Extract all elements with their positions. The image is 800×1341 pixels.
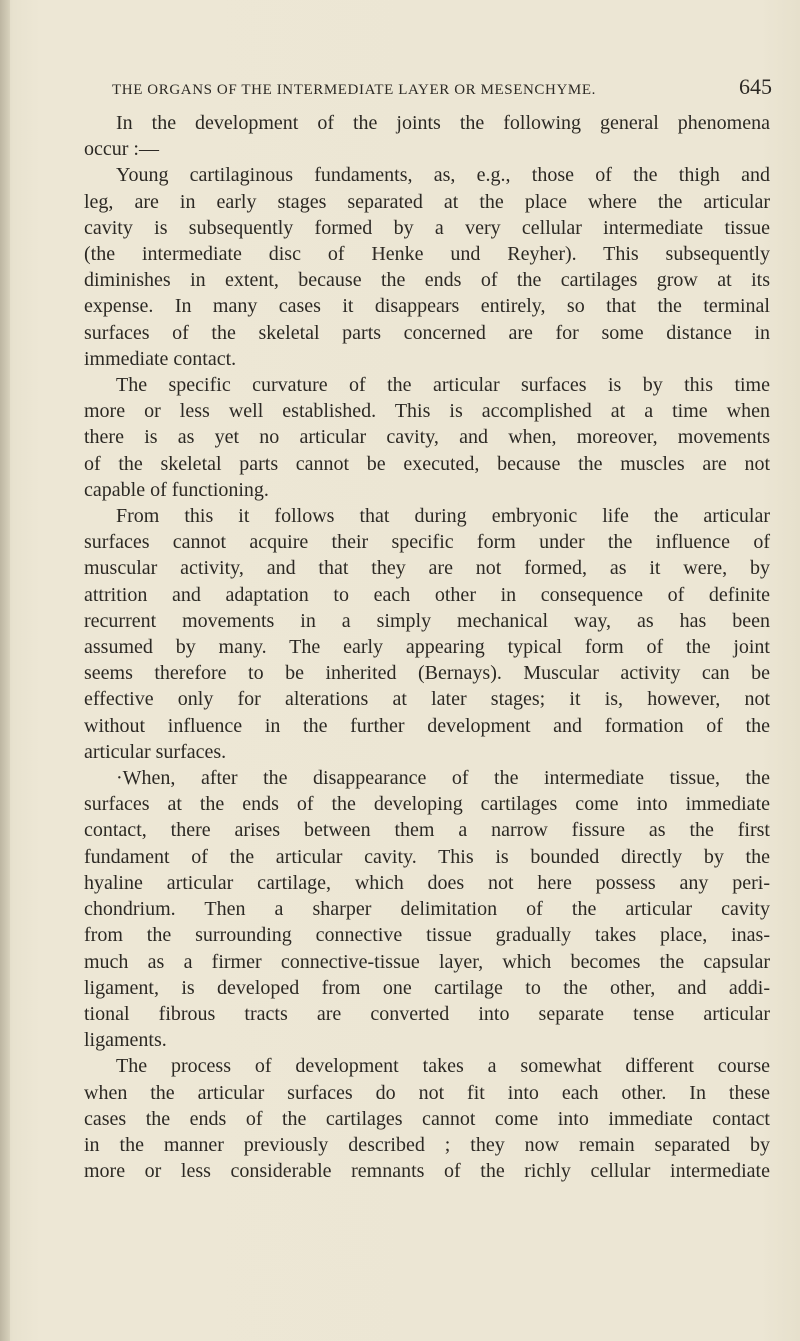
text-line: surfaces of the skeletal parts concerned are for some distance in (84, 321, 770, 344)
body-text (84, 110, 770, 1184)
text-line: ligament, is developed from one cartilage to the other, and addi- (84, 976, 770, 999)
paragraph-specific-curvature (84, 372, 770, 503)
text-line: (the intermediate disc of Henke und Reyher). This subsequently (84, 243, 770, 266)
text-line: occur :— (84, 138, 159, 161)
text-line: diminishes in extent, because the ends of the cartilages grow at its (84, 269, 770, 292)
text-line: of the skeletal parts cannot be executed, because the muscles are not (84, 452, 770, 475)
text-line: The specific curvature of the articular surfaces is by this time (116, 374, 770, 397)
text-line: cavity is subsequently formed by a very cellular intermediate tissue (84, 216, 770, 239)
page-header (112, 74, 772, 104)
text-line: there is as yet no articular cavity, and when, moreover, movements (84, 426, 770, 449)
text-line: attrition and adaptation to each other in consequence of definite (84, 583, 770, 606)
text-line: without influence in the further development and formation of the (84, 714, 770, 737)
text-line: effective only for alterations at later stages; it is, however, not (84, 688, 770, 711)
text-line: seems therefore to be inherited (Bernays). Muscular activity can be (84, 662, 770, 685)
text-line: cases the ends of the cartilages cannot come into immediate contact (84, 1107, 770, 1130)
text-line: more or less considerable remnants of the richly cellular intermediate (84, 1160, 770, 1183)
paragraph-disappearance (84, 765, 770, 1053)
text-line: Young cartilaginous fundaments, as, e.g., those of the thigh and (116, 164, 770, 187)
text-line: leg, are in early stages separated at the place where the articular (84, 190, 770, 213)
text-line: fundament of the articular cavity. This is bounded directly by the (84, 845, 770, 868)
text-line: from the surrounding connective tissue gradually takes place, inas- (84, 924, 770, 947)
text-line: much as a firmer connective-tissue layer, which becomes the capsular (84, 950, 770, 973)
text-line: surfaces cannot acquire their specific form under the influence of (84, 531, 770, 554)
text-line: From this it follows that during embryonic life the articular (116, 505, 770, 528)
paragraph-young-cartilaginous (84, 162, 770, 372)
text-line: more or less well established. This is accomplished at a time when (84, 400, 770, 423)
page-number: 645 (739, 74, 772, 99)
page-gutter (0, 0, 10, 1341)
text-line: chondrium. Then a sharper delimitation of the articular cavity (84, 898, 770, 921)
text-line: articular surfaces. (84, 740, 227, 763)
text-line: when the articular surfaces do not fit into each other. In these (84, 1081, 770, 1104)
text-line: recurrent movements in a simply mechanical way, as has been (84, 609, 770, 632)
paragraph-intro (84, 110, 770, 162)
text-line: expense. In many cases it disappears entirely, so that the terminal (84, 295, 770, 318)
running-head: THE ORGANS OF THE INTERMEDIATE LAYER OR MESENCHYME. (112, 82, 596, 98)
text-line: tional fibrous tracts are converted into separate tense articular (84, 1002, 770, 1025)
text-line: ligaments. (84, 1029, 167, 1052)
text-line: contact, there arises between them a narrow fissure as the first (84, 819, 770, 842)
text-line: ·When, after the disappearance of the intermediate tissue, the (116, 767, 770, 790)
text-line: The process of development takes a somewhat different course (116, 1055, 770, 1078)
text-line: In the development of the joints the following general phenomena (116, 112, 770, 134)
text-line: immediate contact. (84, 347, 237, 370)
text-line: assumed by many. The early appearing typical form of the joint (84, 636, 770, 659)
text-line: muscular activity, and that they are not formed, as it were, by (84, 557, 770, 580)
paragraph-different-course (84, 1053, 770, 1184)
text-line: hyaline articular cartilage, which does not here possess any peri- (84, 871, 770, 894)
text-line: in the manner previously described ; they now remain separated by (84, 1133, 770, 1156)
paragraph-embryonic-life (84, 503, 770, 765)
text-line: capable of functioning. (84, 478, 269, 501)
text-line: surfaces at the ends of the developing cartilages come into immediate (84, 793, 770, 816)
